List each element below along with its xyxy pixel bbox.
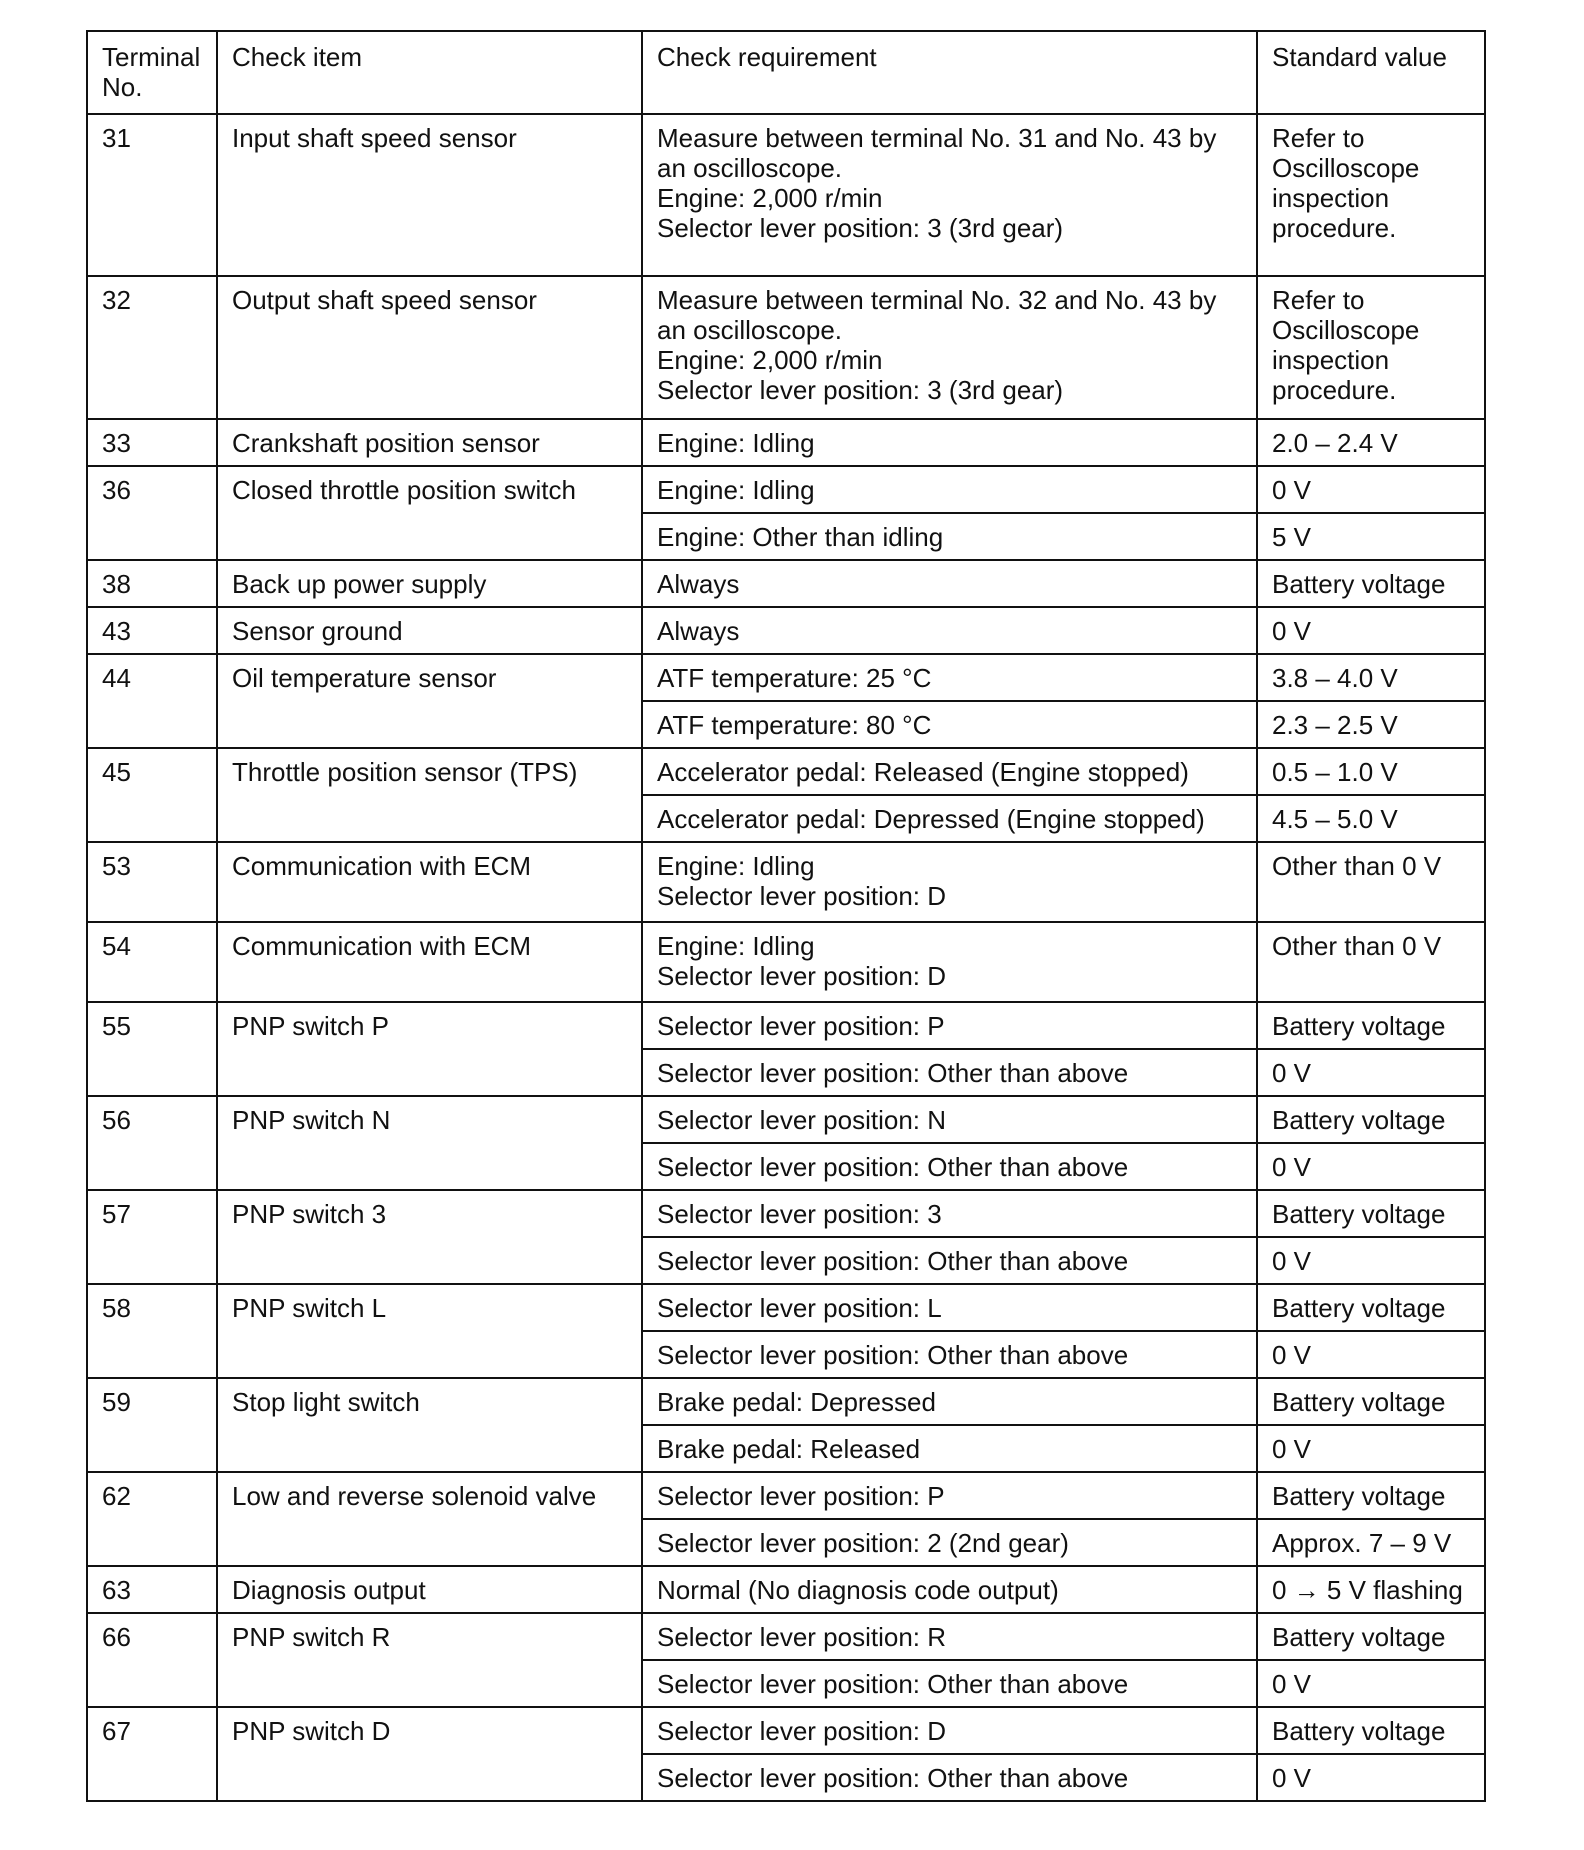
cell-standard-value <box>1257 1143 1485 1190</box>
cell-terminal-no: 62 <box>87 1472 217 1566</box>
cell-check-requirement <box>642 1707 1257 1754</box>
cell-standard-value <box>1257 842 1485 922</box>
cell-check-item: Low and reverse solenoid valve <box>217 1472 642 1566</box>
requirement-line: Engine: Idling <box>657 931 815 961</box>
cell-check-requirement <box>642 1049 1257 1096</box>
cell-check-requirement <box>642 701 1257 748</box>
cell-check-item: Diagnosis output <box>217 1566 642 1613</box>
cell-check-item: Throttle position sensor (TPS) <box>217 748 642 842</box>
standard-value-text: Battery voltage <box>1272 1716 1446 1746</box>
cell-check-requirement <box>642 1378 1257 1425</box>
cell-terminal-no: 55 <box>87 1002 217 1096</box>
standard-value-text: 0 V <box>1272 1340 1312 1370</box>
cell-standard-value <box>1257 1284 1485 1331</box>
requirement-line: Selector lever position: P <box>657 1481 945 1511</box>
cell-check-requirement <box>642 1660 1257 1707</box>
requirement-line: Selector lever position: 2 (2nd gear) <box>657 1528 1069 1558</box>
requirement-line: Engine: Idling <box>657 428 815 458</box>
table-row <box>87 922 1485 1002</box>
table-row <box>87 1002 1485 1049</box>
table-row <box>87 114 1485 276</box>
cell-standard-value <box>1257 114 1485 276</box>
cell-terminal-no: 67 <box>87 1707 217 1801</box>
cell-check-item: PNP switch N <box>217 1096 642 1190</box>
standard-value-text: Battery voltage <box>1272 569 1446 599</box>
table-row <box>87 842 1485 922</box>
standard-value-text: Battery voltage <box>1272 1481 1446 1511</box>
cell-terminal-no: 53 <box>87 842 217 922</box>
standard-value-text: Approx. 7 – 9 V <box>1272 1528 1452 1558</box>
table-row <box>87 1566 1485 1613</box>
requirement-line: Engine: Other than idling <box>657 522 944 552</box>
requirement-line: Selector lever position: Other than above <box>657 1058 1129 1088</box>
standard-value-text: Battery voltage <box>1272 1011 1446 1041</box>
cell-check-requirement <box>642 654 1257 701</box>
terminal-check-table <box>86 30 1486 1802</box>
table-row <box>87 654 1485 701</box>
standard-value-text: Battery voltage <box>1272 1622 1446 1652</box>
cell-standard-value <box>1257 654 1485 701</box>
requirement-line: ATF temperature: 80 °C <box>657 710 932 740</box>
requirement-line: Selector lever position: 3 (3rd gear) <box>657 375 1064 405</box>
requirement-line: Selector lever position: Other than above <box>657 1669 1129 1699</box>
cell-standard-value <box>1257 1613 1485 1660</box>
cell-terminal-no: 38 <box>87 560 217 607</box>
cell-check-requirement <box>642 1754 1257 1801</box>
requirement-line: Selector lever position: L <box>657 1293 942 1323</box>
cell-check-requirement <box>642 1002 1257 1049</box>
cell-terminal-no: 36 <box>87 466 217 560</box>
cell-standard-value <box>1257 1425 1485 1472</box>
cell-check-requirement <box>642 922 1257 1002</box>
cell-terminal-no: 31 <box>87 114 217 276</box>
cell-check-item: Communication with ECM <box>217 842 642 922</box>
cell-check-requirement <box>642 842 1257 922</box>
requirement-line: Engine: Idling <box>657 475 815 505</box>
cell-standard-value <box>1257 1519 1485 1566</box>
requirement-line: Engine: 2,000 r/min <box>657 183 883 213</box>
requirement-line: Brake pedal: Depressed <box>657 1387 936 1417</box>
table-row <box>87 466 1485 513</box>
standard-value-text: 0 V <box>1272 1152 1312 1182</box>
cell-check-item: PNP switch R <box>217 1613 642 1707</box>
standard-value-text: 0 V <box>1272 1434 1312 1464</box>
requirement-line: Brake pedal: Released <box>657 1434 921 1464</box>
requirement-line: Selector lever position: R <box>657 1622 947 1652</box>
standard-value-text: 4.5 – 5.0 V <box>1272 804 1398 834</box>
standard-value-text: Battery voltage <box>1272 1387 1446 1417</box>
requirement-line: Selector lever position: Other than above <box>657 1246 1129 1276</box>
cell-terminal-no: 66 <box>87 1613 217 1707</box>
table-row <box>87 419 1485 466</box>
cell-terminal-no: 59 <box>87 1378 217 1472</box>
cell-standard-value <box>1257 466 1485 513</box>
cell-check-item: Stop light switch <box>217 1378 642 1472</box>
table-row <box>87 1707 1485 1754</box>
cell-terminal-no: 58 <box>87 1284 217 1378</box>
cell-standard-value <box>1257 1378 1485 1425</box>
table-row <box>87 276 1485 419</box>
cell-standard-value <box>1257 513 1485 560</box>
cell-check-item: PNP switch P <box>217 1002 642 1096</box>
requirement-line: Selector lever position: P <box>657 1011 945 1041</box>
cell-check-item: Output shaft speed sensor <box>217 276 642 419</box>
cell-check-item: PNP switch D <box>217 1707 642 1801</box>
standard-value-text: 0.5 – 1.0 V <box>1272 757 1398 787</box>
table-row <box>87 1378 1485 1425</box>
requirement-line: Measure between terminal No. 32 and No. 43 by an oscilloscope. <box>657 285 1217 345</box>
requirement-line: Selector lever position: 3 (3rd gear) <box>657 213 1064 243</box>
standard-value-text: 0 V <box>1272 475 1312 505</box>
cell-terminal-no: 45 <box>87 748 217 842</box>
standard-value-text: 0 V <box>1272 1763 1312 1793</box>
cell-check-requirement <box>642 1331 1257 1378</box>
requirement-line: Normal (No diagnosis code output) <box>657 1575 1059 1605</box>
table-row <box>87 1284 1485 1331</box>
requirement-line: Accelerator pedal: Released (Engine stopped) <box>657 757 1189 787</box>
cell-check-requirement <box>642 1096 1257 1143</box>
cell-standard-value <box>1257 1096 1485 1143</box>
cell-check-requirement <box>642 1284 1257 1331</box>
cell-standard-value <box>1257 922 1485 1002</box>
cell-check-requirement <box>642 1143 1257 1190</box>
requirement-line: Engine: Idling <box>657 851 815 881</box>
requirement-line: Accelerator pedal: Depressed (Engine stopped) <box>657 804 1205 834</box>
standard-value-text: Battery voltage <box>1272 1105 1446 1135</box>
table-header-row <box>87 31 1485 114</box>
cell-standard-value <box>1257 1237 1485 1284</box>
cell-check-item: PNP switch 3 <box>217 1190 642 1284</box>
cell-check-requirement <box>642 1190 1257 1237</box>
cell-check-requirement <box>642 466 1257 513</box>
cell-standard-value <box>1257 701 1485 748</box>
cell-check-item: Input shaft speed sensor <box>217 114 642 276</box>
cell-standard-value <box>1257 1002 1485 1049</box>
standard-value-text: 0 V <box>1272 1246 1312 1276</box>
requirement-line: Selector lever position: D <box>657 961 947 991</box>
cell-check-requirement <box>642 1519 1257 1566</box>
cell-standard-value <box>1257 1472 1485 1519</box>
table-row <box>87 1472 1485 1519</box>
standard-value-text: Refer to Oscilloscope inspection procedure. <box>1272 285 1420 405</box>
standard-value-text: 0 V <box>1272 1058 1312 1088</box>
requirement-line: Selector lever position: 3 <box>657 1199 942 1229</box>
cell-standard-value <box>1257 1190 1485 1237</box>
cell-terminal-no: 57 <box>87 1190 217 1284</box>
header-standard-value: Standard value <box>1257 31 1485 114</box>
standard-value-text: 0 V <box>1272 616 1312 646</box>
standard-value-text: Refer to Oscilloscope inspection procedure. <box>1272 123 1420 243</box>
cell-check-requirement <box>642 748 1257 795</box>
standard-value-text: Battery voltage <box>1272 1293 1446 1323</box>
requirement-line: Measure between terminal No. 31 and No. 43 by an oscilloscope. <box>657 123 1217 183</box>
table-row <box>87 748 1485 795</box>
cell-check-requirement <box>642 1237 1257 1284</box>
header-check-requirement: Check requirement <box>642 31 1257 114</box>
cell-standard-value <box>1257 607 1485 654</box>
cell-check-requirement <box>642 276 1257 419</box>
table-row <box>87 1613 1485 1660</box>
standard-value-text: Battery voltage <box>1272 1199 1446 1229</box>
standard-value-text: 0 → 5 V flashing <box>1272 1575 1463 1605</box>
table-row <box>87 607 1485 654</box>
standard-value-text: Other than 0 V <box>1272 931 1442 961</box>
requirement-line: Selector lever position: D <box>657 1716 947 1746</box>
standard-value-text: 2.3 – 2.5 V <box>1272 710 1398 740</box>
requirement-line: Always <box>657 569 740 599</box>
table-row <box>87 560 1485 607</box>
cell-terminal-no: 44 <box>87 654 217 748</box>
cell-check-item: Back up power supply <box>217 560 642 607</box>
cell-standard-value <box>1257 419 1485 466</box>
header-terminal-no: Terminal No. <box>87 31 217 114</box>
cell-check-item: Crankshaft position sensor <box>217 419 642 466</box>
cell-check-item: Sensor ground <box>217 607 642 654</box>
requirement-line: Selector lever position: N <box>657 1105 947 1135</box>
cell-check-requirement <box>642 1613 1257 1660</box>
header-check-item: Check item <box>217 31 642 114</box>
requirement-line: Always <box>657 616 740 646</box>
cell-check-requirement <box>642 607 1257 654</box>
cell-standard-value <box>1257 1566 1485 1613</box>
cell-check-item: PNP switch L <box>217 1284 642 1378</box>
standard-value-text: Other than 0 V <box>1272 851 1442 881</box>
cell-standard-value <box>1257 1331 1485 1378</box>
cell-standard-value <box>1257 1754 1485 1801</box>
cell-check-requirement <box>642 795 1257 842</box>
table-row <box>87 1190 1485 1237</box>
cell-check-requirement <box>642 1566 1257 1613</box>
cell-check-requirement <box>642 1472 1257 1519</box>
cell-standard-value <box>1257 560 1485 607</box>
cell-check-requirement <box>642 513 1257 560</box>
cell-check-requirement <box>642 419 1257 466</box>
requirement-line: ATF temperature: 25 °C <box>657 663 932 693</box>
requirement-line: Selector lever position: Other than above <box>657 1763 1129 1793</box>
cell-check-item: Closed throttle position switch <box>217 466 642 560</box>
cell-check-item: Communication with ECM <box>217 922 642 1002</box>
cell-terminal-no: 54 <box>87 922 217 1002</box>
cell-check-item: Oil temperature sensor <box>217 654 642 748</box>
cell-standard-value <box>1257 795 1485 842</box>
cell-terminal-no: 56 <box>87 1096 217 1190</box>
table-row <box>87 1096 1485 1143</box>
cell-terminal-no: 43 <box>87 607 217 654</box>
cell-terminal-no: 33 <box>87 419 217 466</box>
cell-standard-value <box>1257 748 1485 795</box>
cell-standard-value <box>1257 276 1485 419</box>
requirement-line: Selector lever position: Other than above <box>657 1152 1129 1182</box>
cell-check-requirement <box>642 560 1257 607</box>
cell-terminal-no: 32 <box>87 276 217 419</box>
cell-standard-value <box>1257 1049 1485 1096</box>
standard-value-text: 0 V <box>1272 1669 1312 1699</box>
cell-check-requirement <box>642 114 1257 276</box>
cell-terminal-no: 63 <box>87 1566 217 1613</box>
cell-check-requirement <box>642 1425 1257 1472</box>
requirement-line: Selector lever position: D <box>657 881 947 911</box>
cell-standard-value <box>1257 1660 1485 1707</box>
standard-value-text: 2.0 – 2.4 V <box>1272 428 1398 458</box>
cell-standard-value <box>1257 1707 1485 1754</box>
requirement-line: Engine: 2,000 r/min <box>657 345 883 375</box>
standard-value-text: 3.8 – 4.0 V <box>1272 663 1398 693</box>
requirement-line: Selector lever position: Other than above <box>657 1340 1129 1370</box>
standard-value-text: 5 V <box>1272 522 1312 552</box>
